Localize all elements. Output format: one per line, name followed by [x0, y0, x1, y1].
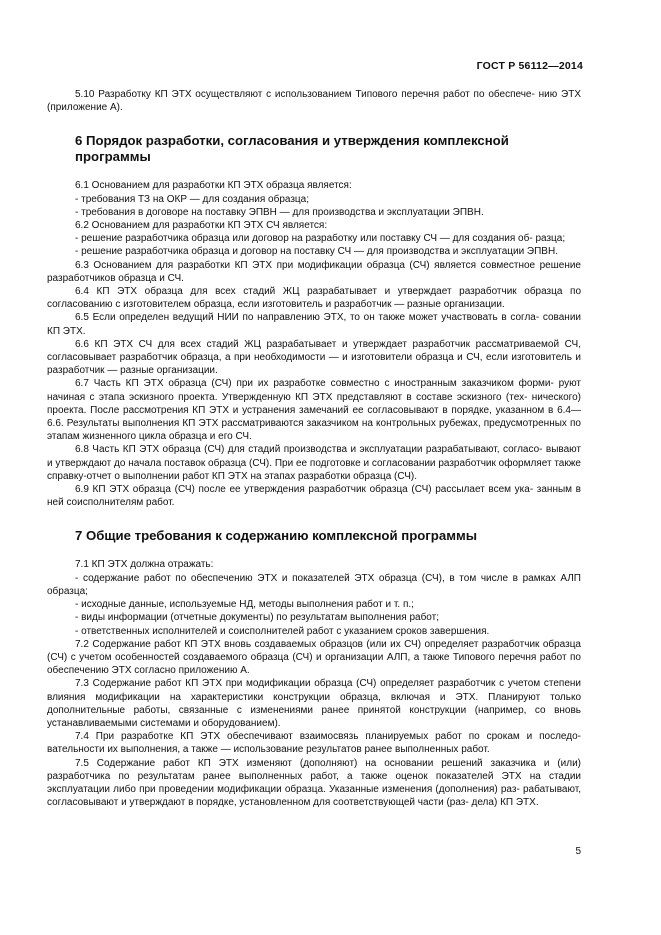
paragraph: 6.8 Часть КП ЭТХ образца (СЧ) для стадий производства и эксплуатации разрабатывают, согласо- вывают и утверждают до начала поставок образца (СЧ). При ее подготовке и согласовании разработчик оформляет также справку-отчет о выполнении работ КП ЭТХ на этапах разработки образца (СЧ).	[47, 444, 581, 482]
section-6-body	[47, 179, 581, 509]
paragraph: 6.4 КП ЭТХ образца для всех стадий ЖЦ разрабатывает и утверждает разработчик образца по согласованию с изготовителем образца, если изготовитель и разработчик — разные организации.	[47, 286, 581, 311]
list-item: - содержание работ по обеспечению ЭТХ и показателей ЭТХ образца (СЧ), в том числе в рамках АЛП образца;	[47, 572, 581, 597]
paragraph: 7.1 КП ЭТХ должна отражать:	[75, 559, 214, 571]
paragraph-5-10: 5.10 Разработку КП ЭТХ осуществляют с использованием Типового перечня работ по обеспече- нию ЭТХ (приложение А).	[47, 89, 581, 114]
list-item: - ответственных исполнителей и соисполнителей работ с указанием сроков завершения.	[75, 625, 490, 637]
list-item: - требования ТЗ на ОКР — для создания образца;	[75, 193, 309, 205]
list-item: - решение разработчика образца или договор на разработку или поставку СЧ — для создания об- разца;	[75, 233, 566, 245]
paragraph: 6.6 КП ЭТХ СЧ для всех стадий ЖЦ разрабатывает и утверждает разработчик рассматриваемой СЧ, согласовывает разработчик образца, а при необходимости — и изготовители образца и СЧ, если изготовитель и разработчик — разные организации.	[47, 338, 581, 377]
list-item: - исходные данные, используемые НД, методы выполнения работ и т. п.;	[75, 599, 414, 611]
document-body	[47, 88, 581, 809]
paragraph: 7.3 Содержание работ КП ЭТХ при модификации образца (СЧ) определяет разработчик с учетом степени влияния модификации на характеристики конструкции образца, включая и ЭТХ. Планируют только дополнительные работы, связанные с изменениями ранее принятой конструкции (например, со вновь устанавливаемыми системами и оборудованием).	[47, 678, 581, 729]
paragraph: 6.2 Основанием для разработки КП ЭТХ СЧ является:	[75, 220, 328, 232]
paragraph: 6.1 Основанием для разработки КП ЭТХ образца является:	[75, 180, 352, 192]
paragraph: 6.9 КП ЭТХ образца (СЧ) после ее утверждения разработчик образца (СЧ) рассылает всем ука- занным в ней соисполнителям работ.	[47, 484, 581, 509]
paragraph: 6.7 Часть КП ЭТХ образца (СЧ) при их разработке совместно с иностранным заказчиком форми- руют начиная с этапа эскизного проекта. Утвержденную КП ЭТХ представляют в составе эскизного (тех- нического) проекта. После рассмотрения КП ЭТХ и устранения замечаний ее согласовывают в порядке, указанном в 6.4—6.6. Результаты выполнения КП ЭТХ рассматриваются заказчиком на контрольных рубежах, предусмотренных по этапам жизненного цикла образца и его СЧ.	[47, 378, 581, 443]
section-7-heading: 7 Общие требования к содержанию комплексной программы	[75, 528, 477, 544]
list-item: - виды информации (отчетные документы) по результатам выполнения работ;	[75, 612, 440, 624]
list-item: - решение разработчика образца и договор на поставку СЧ — для производства и эксплуатации ЭПВН.	[75, 246, 558, 258]
section-6-heading: 6 Порядок разработки, согласования и утверждения комплексной программы	[75, 133, 509, 165]
page-number: 5	[575, 846, 581, 857]
paragraph: 7.2 Содержание работ КП ЭТХ вновь создаваемых образцов (или их СЧ) определяет разработчик образца (СЧ) с учетом особенностей создаваемого образца (СЧ) и организации АЛП, а также Типового перечня работ по обеспечению ЭТХ согласно приложению А.	[47, 638, 581, 677]
paragraph: 7.5 Содержание работ КП ЭТХ изменяют (дополняют) на основании решений заказчика и (или) разработчика по результатам ранее выполненных работ, а также оценок показателей ЭТХ на стадии эксплуатации либо при проведении модификации образца. Указанные изменения (дополнения) раз- рабатывают, согласовывают и утверждают в порядке, установленном для соответствующей части (раз- дела) КП ЭТХ.	[47, 757, 581, 809]
doc-code-header: ГОСТ Р 56112—2014	[476, 60, 583, 72]
paragraph: 6.3 Основанием для разработки КП ЭТХ при модификации образца (СЧ) является совместное решение разработчиков образца и СЧ.	[47, 259, 581, 284]
list-item: - требования в договоре на поставку ЭПВН — для производства и эксплуатации ЭПВН.	[75, 206, 484, 218]
paragraph: 6.5 Если определен ведущий НИИ по направлению ЭТХ, то он также может участвовать в согла- совании КП ЭТХ.	[47, 312, 581, 337]
paragraph: 7.4 При разработке КП ЭТХ обеспечивают взаимосвязь планируемых работ по срокам и последо- вательности их выполнения, а также — использование результатов ранее выполненных работ.	[47, 731, 581, 756]
section-7-body	[47, 558, 581, 809]
